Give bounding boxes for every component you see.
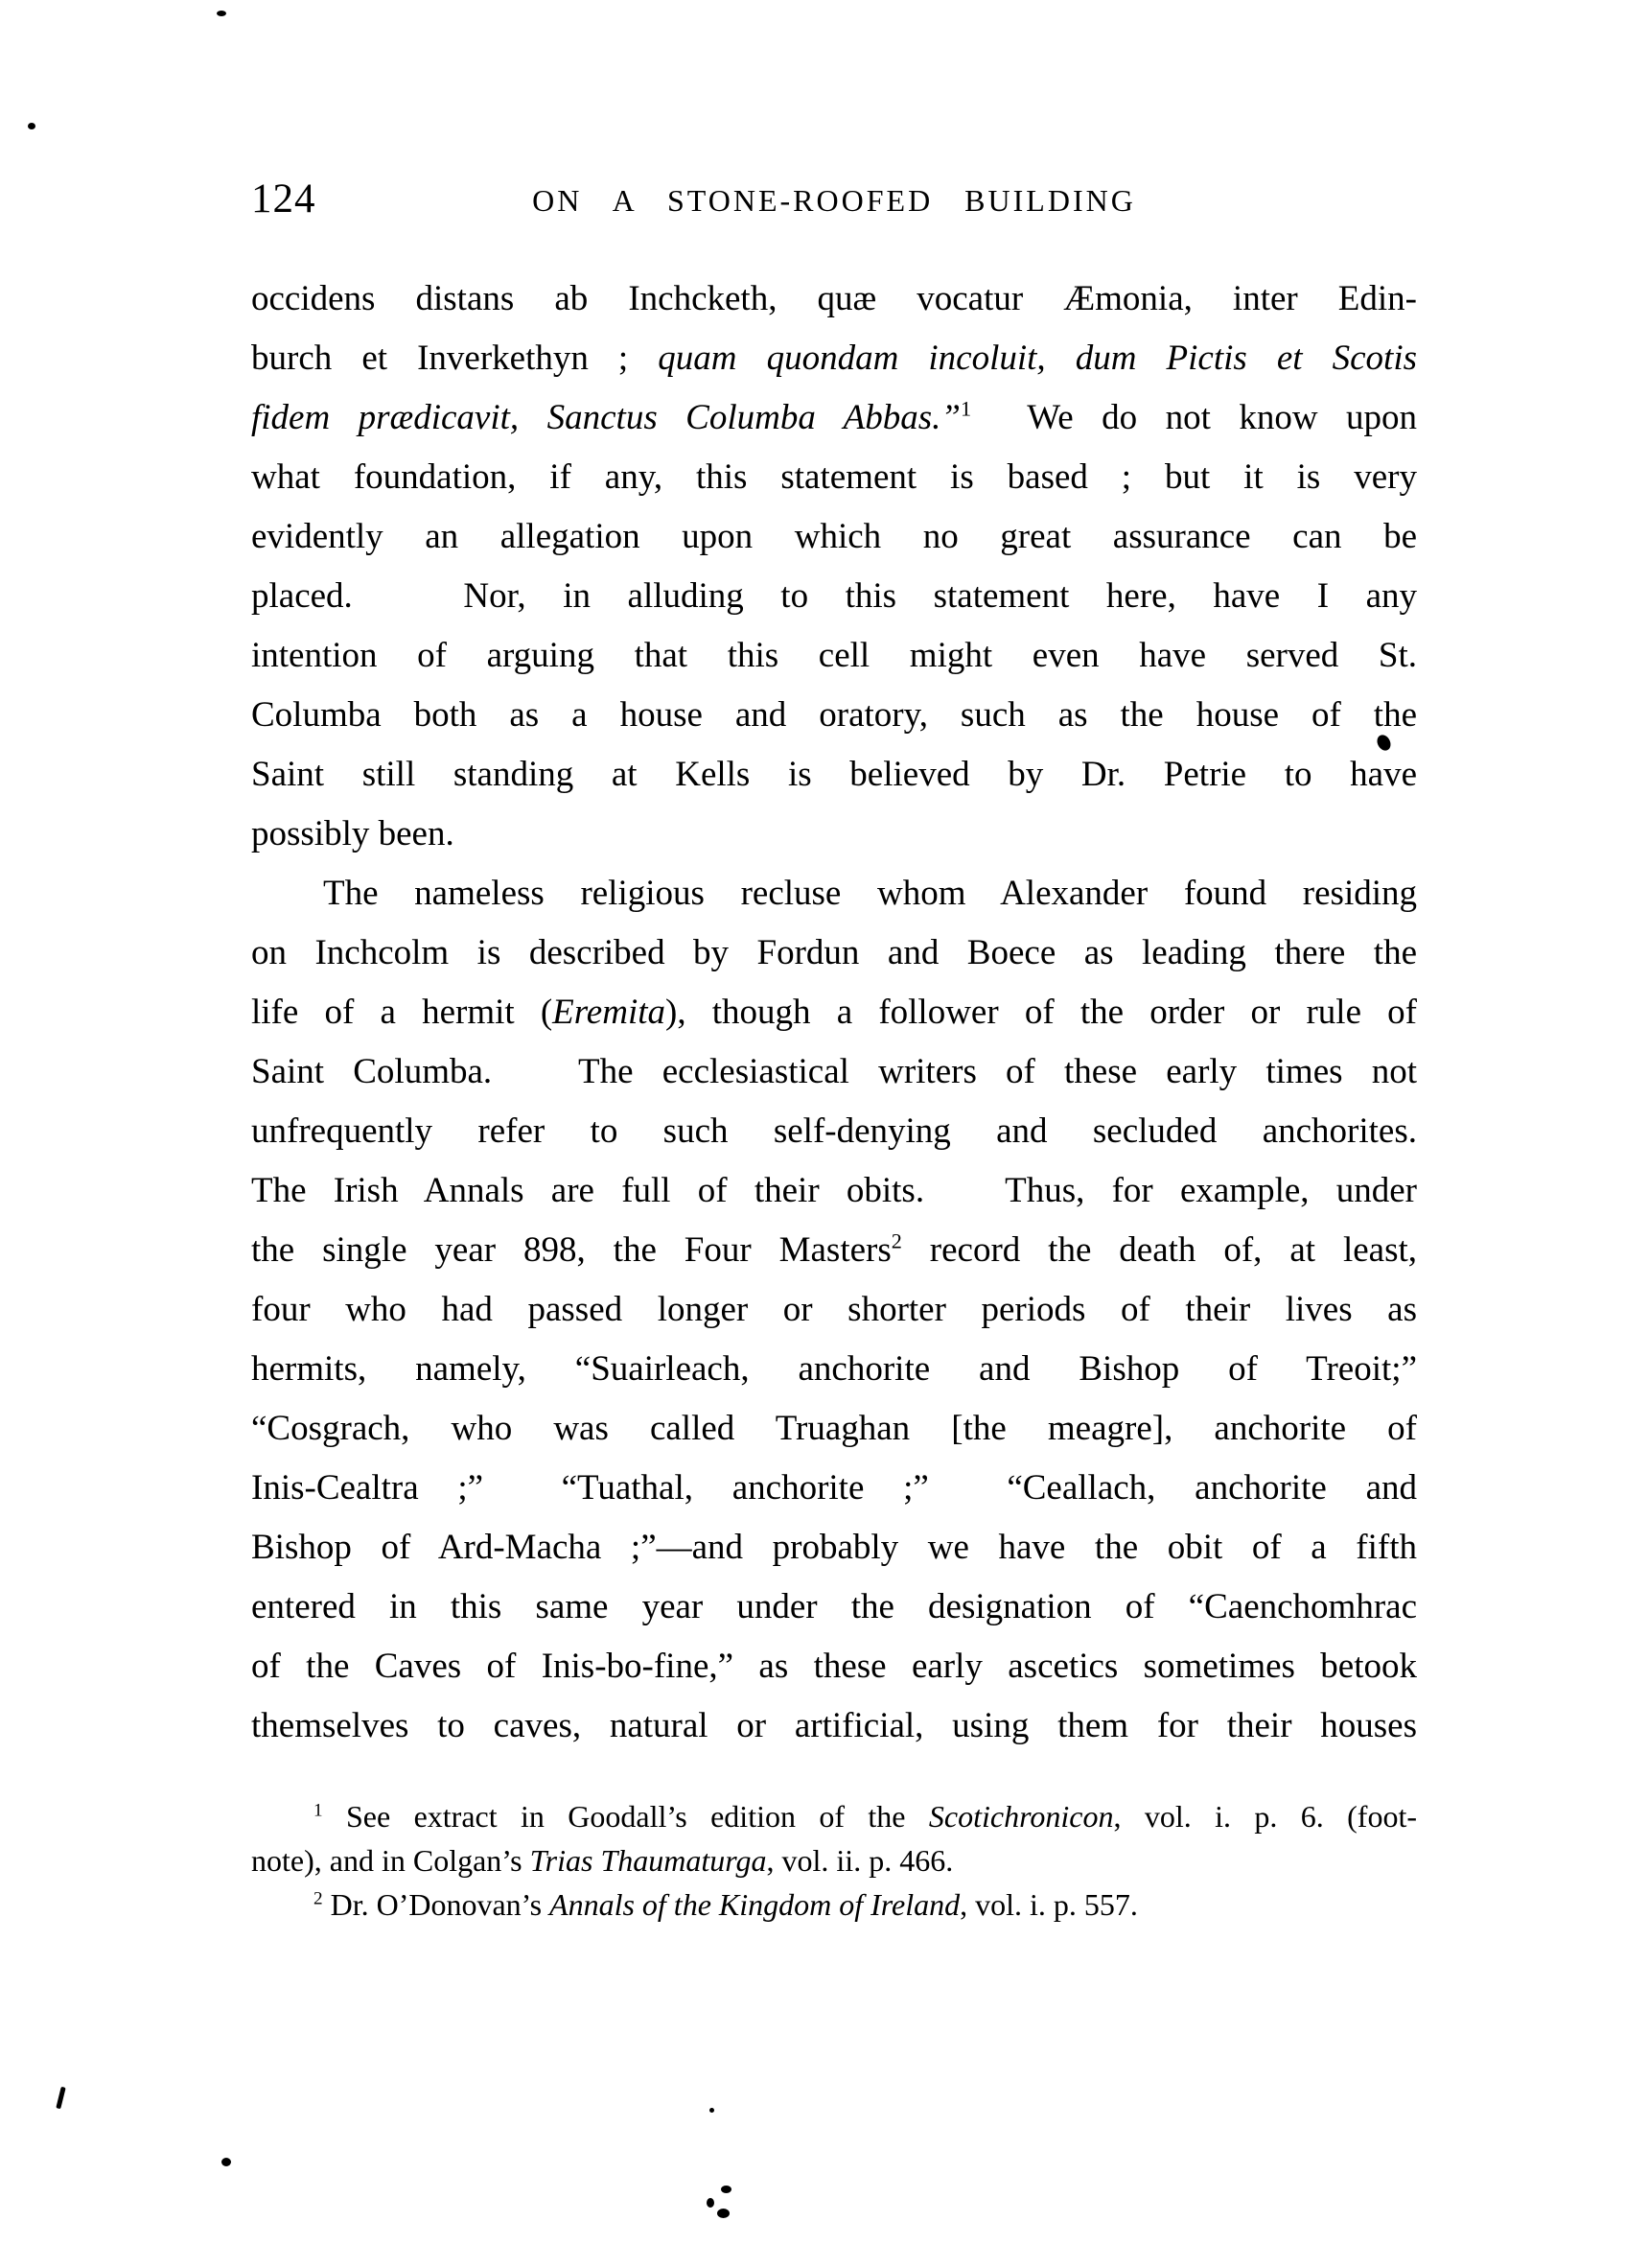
- text-line: The Irish Annals are full of their obits. Thus, for example, under: [251, 1171, 1417, 1210]
- running-header: ON A STONE-ROOFED BUILDING: [532, 183, 1136, 218]
- body-text: [251, 269, 1417, 1756]
- text-line: Saint Columba. The ecclesiastical writers of these early times not: [251, 1052, 1417, 1091]
- text-line: occidens distans ab Inchcketh, quæ vocatur Æmonia, inter Edin-: [251, 279, 1417, 318]
- text-line: The nameless religious recluse whom Alexander found residing: [323, 874, 1417, 913]
- text-line: Columba both as a house and oratory, such as the house of the: [251, 695, 1417, 735]
- ink-speck: [221, 2158, 231, 2166]
- page-number: 124: [251, 176, 316, 222]
- text-line: Inis-Cealtra ;” “Tuathal, anchorite ;” “Ceallach, anchorite and: [251, 1468, 1417, 1508]
- text-line: $^2$ Dr. O’Donovan’s Annals of the Kingdom of Ireland, vol. i. p. 557.: [313, 1887, 1138, 1922]
- text-line: unfrequently refer to such self-denying and secluded anchorites.: [251, 1111, 1417, 1151]
- text-line: Saint still standing at Kells is believed by Dr. Petrie to have: [251, 755, 1417, 794]
- text-line: Bishop of Ard-Macha ;”—and probably we have the obit of a fifth: [251, 1528, 1417, 1567]
- text-line: $^1$ See extract in Goodall’s edition of the Scotichronicon, vol. i. p. 6. (foot-: [313, 1799, 1418, 1834]
- text-line: hermits, namely, “Suairleach, anchorite and Bishop of Treoit;”: [251, 1349, 1417, 1389]
- ink-speck: [217, 11, 226, 16]
- text-line: possibly been.: [251, 814, 454, 853]
- ink-speck: [707, 2198, 714, 2208]
- text-line: on Inchcolm is described by Fordun and Boece as leading there the: [251, 933, 1417, 972]
- text-line: life of a hermit (Eremita), though a follower of the order or rule of: [251, 993, 1417, 1032]
- text-line: evidently an allegation upon which no great assurance can be: [251, 517, 1417, 556]
- ink-speck: [721, 2186, 731, 2193]
- text-line: themselves to caves, natural or artificial, using them for their houses: [251, 1706, 1417, 1745]
- text-line: what foundation, if any, this statement is based ; but it is very: [251, 457, 1417, 497]
- text-line: the single year 898, the Four Masters$^2$ record the death of, at least,: [251, 1228, 1418, 1270]
- text-line: “Cosgrach, who was called Truaghan [the meagre], anchorite of: [251, 1409, 1417, 1448]
- text-line: four who had passed longer or shorter periods of their lives as: [251, 1290, 1417, 1329]
- text-line: of the Caves of Inis-bo-fine,” as these early ascetics sometimes betook: [251, 1647, 1417, 1686]
- ink-speck: [717, 2209, 730, 2218]
- text-line: burch et Inverkethyn ; quam quondam incoluit, dum Pictis et Scotis: [251, 339, 1417, 378]
- footnotes: [251, 1794, 1417, 1927]
- text-line: fidem prædicavit, Sanctus Columba Abbas.”$^1$ We do not know upon: [251, 396, 1417, 437]
- ink-speck: [56, 2087, 65, 2110]
- ink-speck: [709, 2108, 714, 2113]
- text-line: placed. Nor, in alluding to this statement here, have I any: [251, 576, 1417, 616]
- text-line: intention of arguing that this cell might even have served St.: [251, 636, 1417, 675]
- text-line: entered in this same year under the designation of “Caenchomhrac: [251, 1587, 1417, 1626]
- text-line: note), and in Colgan’s Trias Thaumaturga, vol. ii. p. 466.: [251, 1843, 954, 1878]
- ink-speck: [28, 123, 35, 129]
